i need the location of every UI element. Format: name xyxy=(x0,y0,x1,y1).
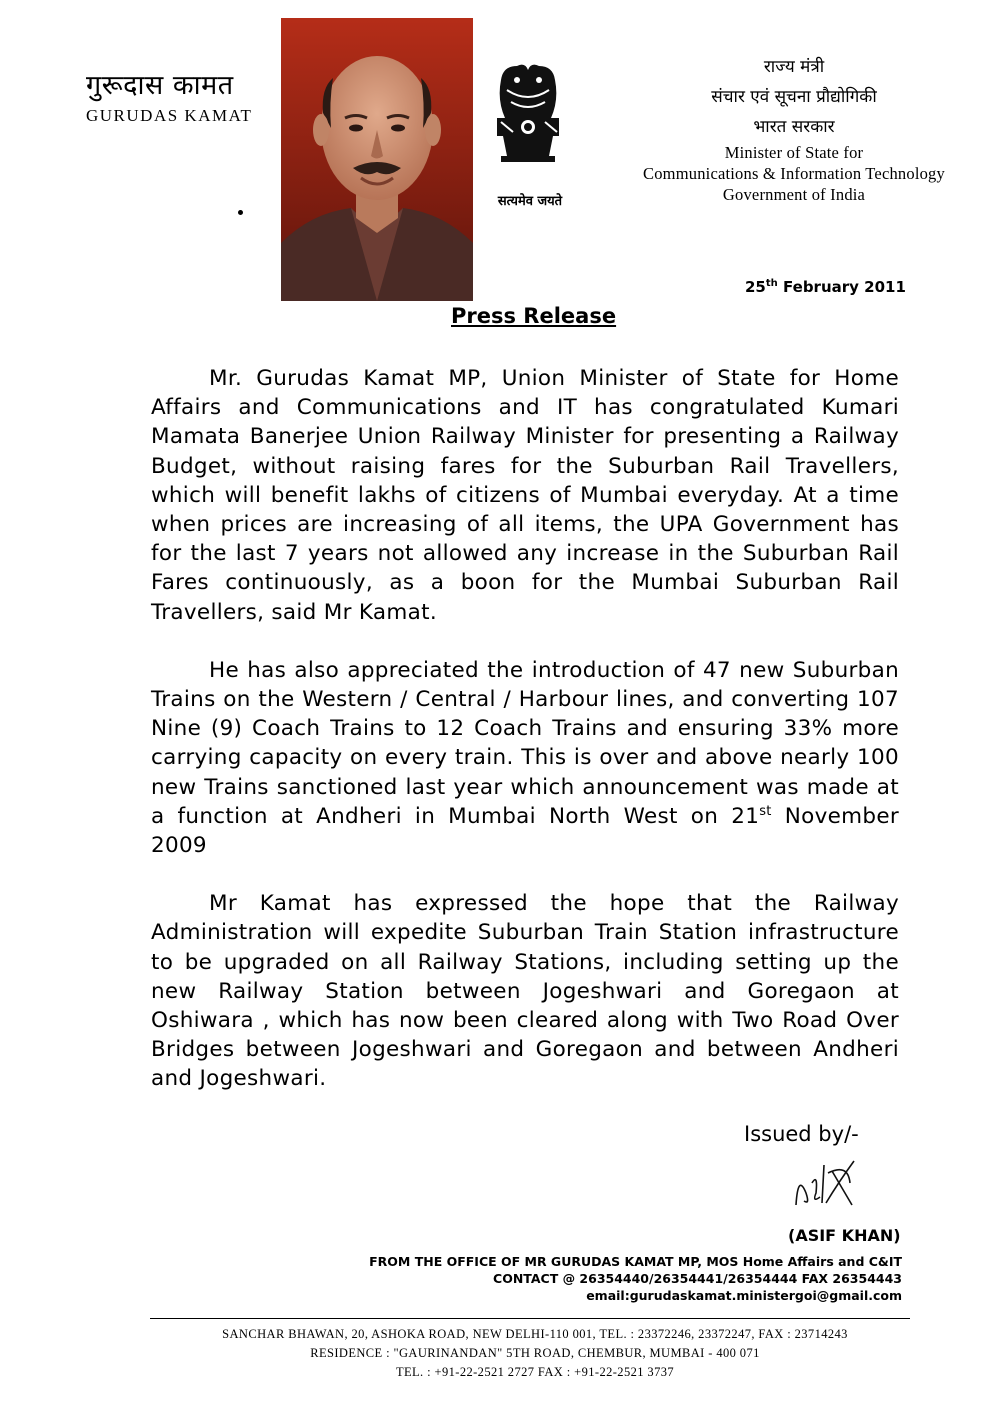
release-date xyxy=(745,278,906,296)
stray-dot xyxy=(238,210,243,215)
issued-by-label: Issued by/- xyxy=(744,1122,859,1146)
ministry-english-line-2: Communications & Information Technology xyxy=(643,164,945,183)
letterhead-footer xyxy=(140,1325,930,1382)
paragraph-2-date-tail: November 2009 xyxy=(151,803,899,859)
office-contact-block xyxy=(369,1253,902,1304)
minister-name-block xyxy=(86,70,252,126)
footer-office-address: SANCHAR BHAWAN, 20, ASHOKA ROAD, NEW DELHI-110 001, TEL. : 23372246, 23372247, FAX : 23714243 xyxy=(222,1327,848,1341)
paragraph-2-text: He has also appreciated the introduction of 47 new Suburban Trains on the Western / Central / Harbour lines, and converting 107 Nine (9) Coach Trains to 12 Coach Trains and ensuring 33% more carrying capacity on every train. This is over and above nearly 100 new Trains sanctioned last year which announcement was made at a function at Andheri in Mumbai North West on 21 xyxy=(151,657,899,829)
paragraph-3: Mr Kamat has expressed the hope that the Railway Administration will expedite Suburban Train Station infrastructure to be upgraded on all Railway Stations, including setting up the new Railway Station between Jogeshwari and Goregaon at Oshiwara , which has now been cleared along with Two Road Over Bridges between Jogeshwari and Goregaon and between Andheri and Jogeshwari. xyxy=(151,891,899,1092)
ministry-english-line-3: Government of India xyxy=(722,185,866,204)
ministry-english-line-1: Minister of State for xyxy=(724,143,864,162)
footer-residence-phone: TEL. : +91-22-2521 2727 FAX : +91-22-2521 3737 xyxy=(395,1365,675,1379)
contact-line: CONTACT @ 26354440/26354441/26354444 FAX 26354443 xyxy=(493,1271,902,1286)
email-line: email:gurudaskamat.ministergoi@gmail.com xyxy=(586,1288,902,1303)
ministry-hindi-line-2: संचार एवं सूचना प्रौद्योगिकी xyxy=(711,87,877,107)
ministry-hindi-line-3: भारत सरकार xyxy=(753,117,835,137)
minister-portrait-photo xyxy=(281,18,473,301)
emblem-motto: सत्यमेव जयते xyxy=(497,194,563,209)
portrait-illustration xyxy=(281,18,473,301)
signatory-name: (ASIF KHAN) xyxy=(788,1226,901,1245)
office-line: FROM THE OFFICE OF MR GURUDAS KAMAT MP, MOS Home Affairs and C&IT xyxy=(369,1254,902,1269)
paragraph-2-ordinal: st xyxy=(759,803,772,819)
handwritten-signature xyxy=(788,1153,858,1213)
press-release-body xyxy=(151,364,899,1123)
date-suffix: th xyxy=(765,278,778,289)
date-month-year: February 2011 xyxy=(777,278,906,296)
date-day: 25 xyxy=(745,278,766,296)
footer-divider xyxy=(150,1318,910,1319)
minister-name-english: GURUDAS KAMAT xyxy=(86,106,253,125)
national-emblem-icon xyxy=(487,60,569,210)
minister-name-hindi: गुरूदास कामत xyxy=(86,70,234,101)
ministry-hindi-line-1: राज्य मंत्री xyxy=(763,57,825,77)
ministry-title-block xyxy=(614,52,974,205)
paragraph-1: Mr. Gurudas Kamat MP, Union Minister of State for Home Affairs and Communications and IT has congratulated Kumari Mamata Banerjee Union Railway Minister for presenting a Railway Budget, without raising fares for the Suburban Rail Travellers, which will benefit lakhs of citizens of Mumbai everyday. At a time when prices are increasing of all items, the UPA Government has for the last 7 years not allowed any increase in the Suburban Rail Fares continuously, as a boon for the Mumbai Suburban Rail Travellers, said Mr Kamat. xyxy=(151,366,899,625)
press-release-title: Press Release xyxy=(451,304,617,328)
footer-residence-address: RESIDENCE : "GAURINANDAN" 5TH ROAD, CHEMBUR, MUMBAI - 400 071 xyxy=(310,1346,760,1360)
paragraph-2 xyxy=(151,656,899,860)
